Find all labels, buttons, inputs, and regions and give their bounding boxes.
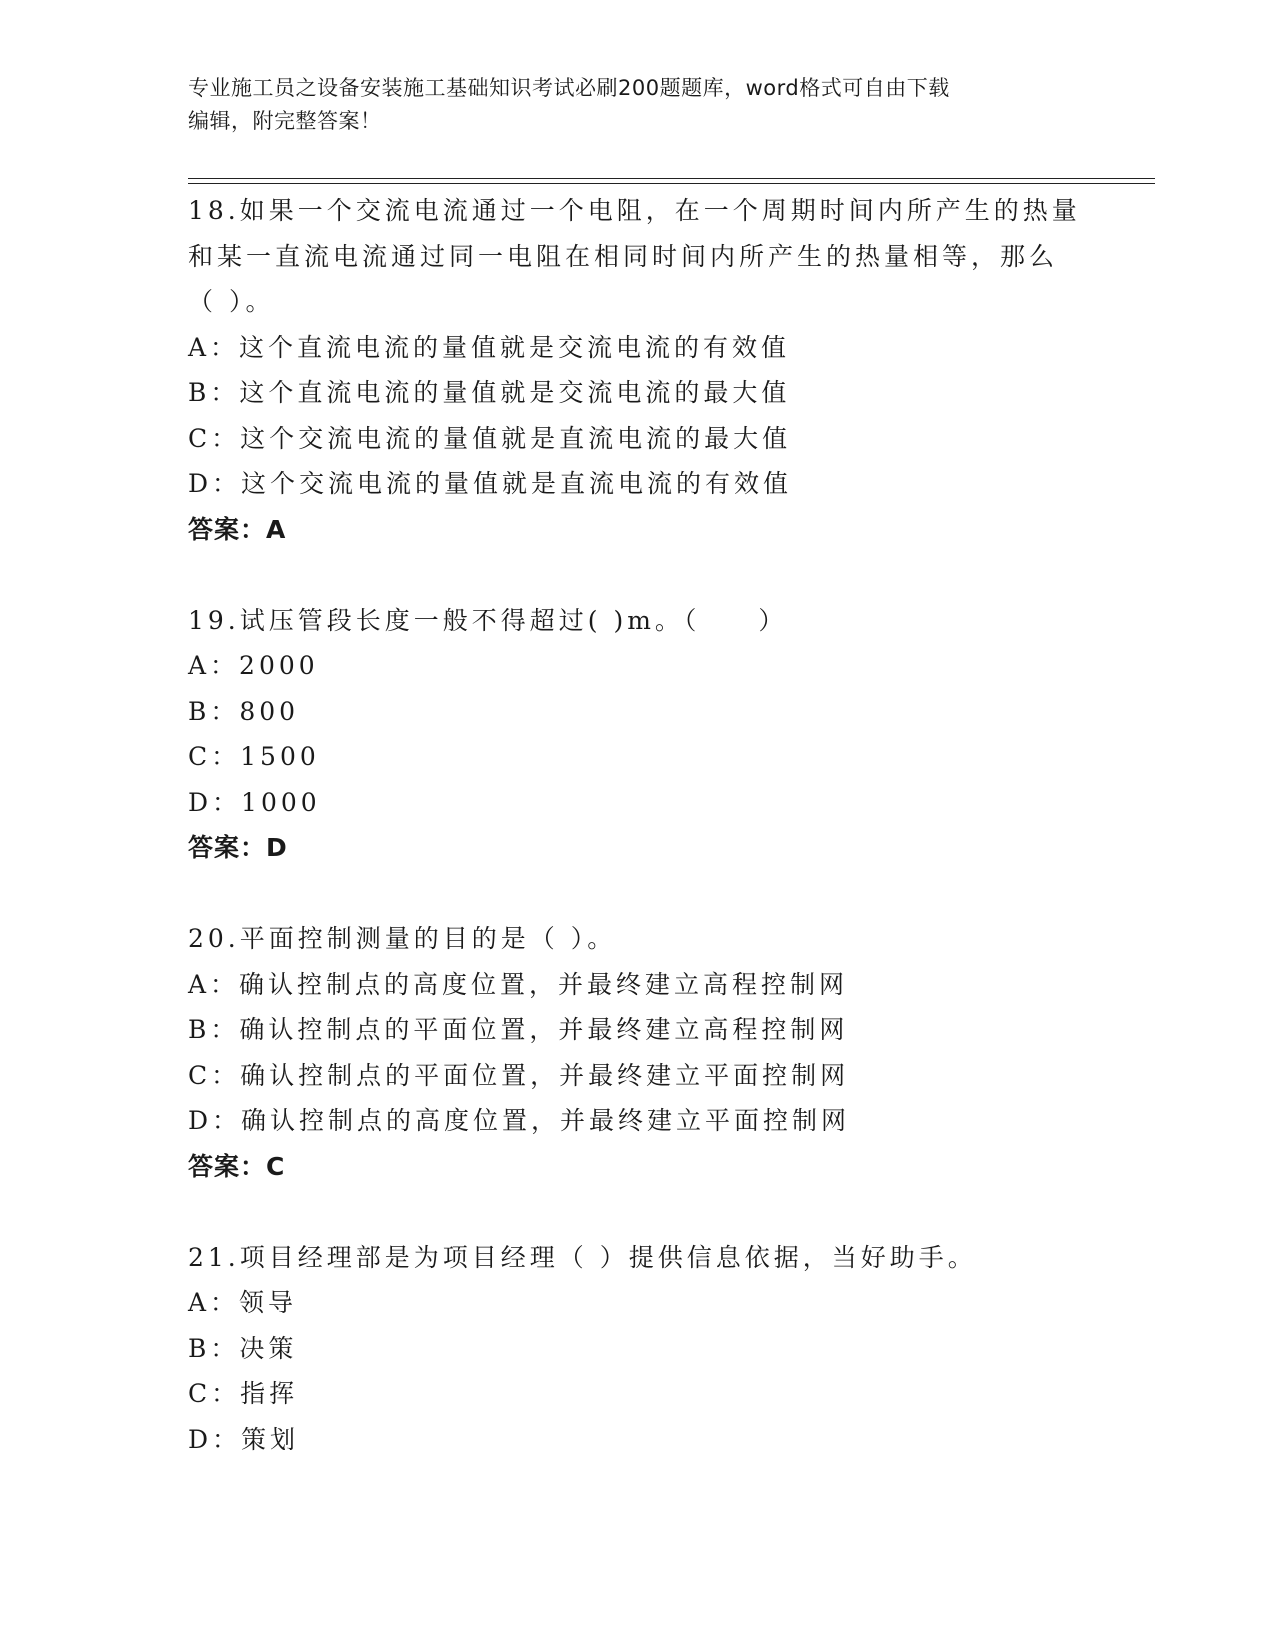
- question-stem-line: （ ）。: [188, 287, 275, 316]
- option-b: B：确认控制点的平面位置，并最终建立高程控制网: [188, 1015, 849, 1044]
- option-c: C：指挥: [188, 1379, 299, 1408]
- answer-label: 答案：C: [188, 1151, 286, 1181]
- option-d: D：这个交流电流的量值就是直流电流的有效值: [188, 469, 793, 498]
- question-stem-line: 21.项目经理部是为项目经理（ ）提供信息依据，当好助手。: [188, 1242, 977, 1272]
- option-d: D：策划: [188, 1424, 300, 1454]
- header-rule-bottom: [188, 183, 1155, 184]
- option-d: D：确认控制点的高度位置，并最终建立平面控制网: [188, 1106, 851, 1135]
- question-stem-line: 和某一直流电流通过同一电阻在相同时间内所产生的热量相等，那么: [188, 241, 1059, 271]
- option-c: C：确认控制点的平面位置，并最终建立平面控制网: [188, 1060, 850, 1090]
- option-a: A：这个直流电流的量值就是交流电流的有效值: [188, 332, 791, 362]
- question-20: [188, 916, 1148, 1189]
- option-b: B：800: [188, 696, 300, 726]
- header-line-1: 专业施工员之设备安装施工基础知识考试必刷200题题库，word格式可自由下载: [188, 76, 950, 100]
- answer-label: 答案：D: [188, 833, 288, 862]
- option-a: A：确认控制点的高度位置，并最终建立高程控制网: [188, 969, 849, 999]
- option-a: A：领导: [188, 1288, 298, 1317]
- header-line-2: 编辑，附完整答案！: [188, 109, 382, 133]
- question-19: [188, 598, 1148, 871]
- option-c: C：1500: [188, 742, 320, 771]
- header-rule-top: [188, 178, 1155, 179]
- option-c: C：这个交流电流的量值就是直流电流的最大值: [188, 423, 792, 453]
- option-b: B：这个直流电流的量值就是交流电流的最大值: [188, 378, 791, 407]
- question-18: [188, 188, 1148, 552]
- question-list: [188, 188, 1148, 1462]
- document-header: [188, 72, 1088, 138]
- question-stem-line: 18.如果一个交流电流通过一个电阻，在一个周期时间内所产生的热量: [188, 196, 1081, 225]
- option-b: B：决策: [188, 1333, 298, 1363]
- question-stem-line: 20.平面控制测量的目的是（ ）。: [188, 924, 617, 953]
- question-21: [188, 1235, 1148, 1463]
- option-d: D：1000: [188, 787, 321, 817]
- option-a: A：2000: [188, 651, 319, 680]
- question-stem-line: 19.试压管段长度一般不得超过( )m。（ ）: [188, 605, 788, 635]
- answer-label: 答案：A: [188, 514, 287, 544]
